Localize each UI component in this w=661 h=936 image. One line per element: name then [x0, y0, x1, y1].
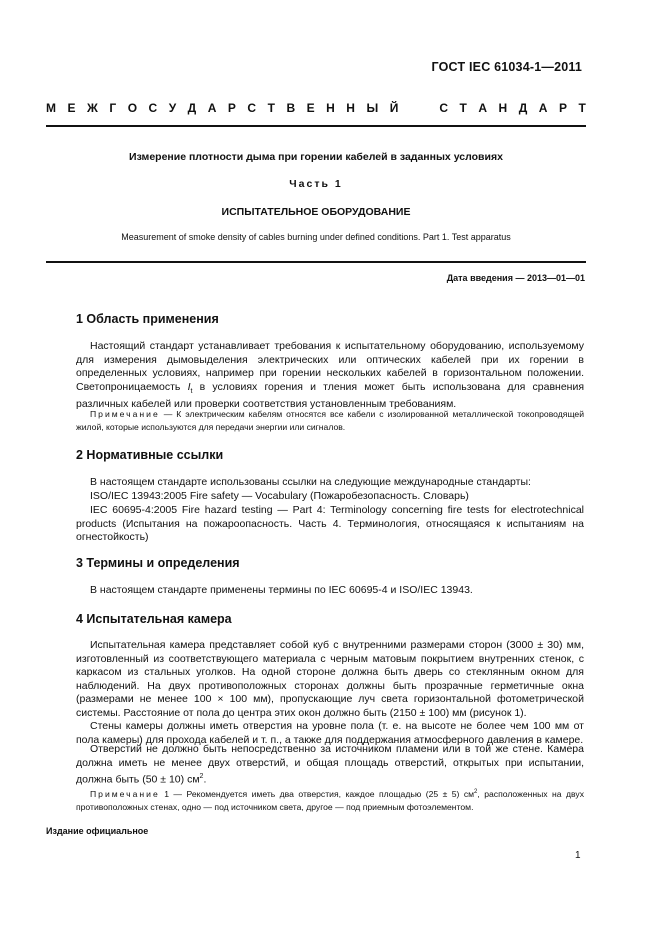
banner-letter: Е [67, 101, 76, 115]
banner-letter: У [168, 101, 177, 115]
banner-letter: Н [498, 101, 508, 115]
banner-letter: С [247, 101, 257, 115]
section-4-paragraph-1: Испытательная камера представляет собой куб с внутренними размерами сторон (3000 ± 30) мм, изготовленный из соответствующего материала с черным матовым покрытием внутренних стенок, с каркасом из стальных уголков. На одной стороне должна быть дверь со стеклянным окном для наблюдений. На двух противоположных сторонах должны быть прозрачные герметичные окна (размерами не менее 100 × 100 мм), пропускающие луч света горизонтальной фотометрической системы. Расстояние от пола до центра этих окон должно быть (2150 ± 100) мм (рисунок 1). [76, 639, 584, 719]
section-2-paragraph-1: В настоящем стандарте использованы ссылки на следующие международные стандарты: [90, 476, 531, 488]
section-1-heading: 1 Область применения [76, 312, 219, 326]
section-4-paragraph-3: Отверстий не должно быть непосредственно за источником пламени или в той же стене. Камера должна иметь не менее двух отверстий, и общая площадь отверстий, открытых при испытании, должна быть (50 ± 10) $см^2$. [76, 743, 584, 786]
banner-letter: А [538, 101, 548, 115]
part-label: Часть 1 [289, 178, 343, 190]
top-rule [46, 125, 586, 127]
section-2-reference-iso-13943: ISO/IEC 13943:2005 Fire safety — Vocabulary (Пожаробезопасность. Словарь) [90, 490, 469, 502]
section-3-heading: 3 Термины и определения [76, 556, 240, 570]
banner-letter: Т [267, 101, 275, 115]
banner-letter: А [207, 101, 217, 115]
banner-letter: Ж [87, 101, 98, 115]
banner-letter: Г [109, 101, 117, 115]
banner-letter: А [478, 101, 488, 115]
banner-letter: Р [227, 101, 236, 115]
banner-letter: Н [346, 101, 355, 115]
banner-letter: Д [518, 101, 528, 115]
banner-letter: Н [326, 101, 335, 115]
document-number: ГОСТ IEC 61034-1—2011 [431, 60, 582, 74]
banner-letter: Р [558, 101, 567, 115]
title-rule [46, 261, 586, 263]
section-2-heading: 2 Нормативные ссылки [76, 448, 224, 462]
section-1-paragraph: Настоящий стандарт устанавливает требования к испытательному оборудованию, используемому для измерения дымовыделения электрических или оптических кабелей при их горении в определенных условиях, например при горении нескольких кабелей в горизонтальном положении. Светопроницаемость $I_t$ в условиях горения и тления может быть использована для сравнения различных кабелей или проверки соответствия установленным требованиям. [76, 340, 585, 411]
banner-letter: Д [187, 101, 197, 115]
banner-letter: С [148, 101, 158, 115]
english-title: Measurement of smoke density of cables burning under defined conditions. Part 1. Test apparatus [121, 232, 511, 242]
banner-letter: Ы [366, 101, 379, 115]
section-4-paragraph-2: Стены камеры должны иметь отверстия на уровне пола (т. е. на высоте не более чем 100 мм от пола камеры) для прохода кабелей и т. п., а также для поддержания атмосферного давления в камере. [76, 720, 584, 746]
banner-letter: Е [306, 101, 315, 115]
section-4-heading: 4 Испытательная камера [76, 612, 232, 626]
banner-letter: Т [578, 101, 586, 115]
section-2-reference-iec-60695-4: IEC 60695-4:2005 Fire hazard testing — Part 4: Terminology concerning fire tests for electrotechnical products (Испытания на пожароопасность. Часть 4. Терминология, относящаяся к испытаниям на огнестойкость) [76, 504, 584, 544]
section-4-note-1: Примечание 1 — Рекомендуется иметь два отверстия, каждое площадью (25 ± 5) $см^2$, расположенных на двух противоположных стенах, одно — под источником света, другое — под приемным фотоэлементом. [76, 788, 585, 812]
banner-letter: С [439, 101, 449, 115]
standard-title: Измерение плотности дыма при горении кабелей в заданных условиях [129, 151, 503, 163]
interstate-standard-banner [46, 101, 586, 115]
banner-letter: Й [389, 101, 399, 115]
page-number: 1 [575, 850, 581, 861]
banner-letter: В [286, 101, 296, 115]
banner-word-gap [410, 101, 428, 115]
banner-letter: Т [459, 101, 467, 115]
banner-letter: О [127, 101, 138, 115]
banner-letter: М [46, 101, 56, 115]
standard-subtitle: ИСПЫТАТЕЛЬНОЕ ОБОРУДОВАНИЕ [221, 206, 411, 218]
section-3-paragraph: В настоящем стандарте применены термины по IEC 60695-4 и ISO/IEC 13943. [90, 584, 473, 596]
section-1-note: Примечание — К электрическим кабелям относятся все кабели с изолированной металлической токопроводящей жилой, которые используются для передачи энергии или сигналов. [76, 409, 584, 432]
introduction-date: Дата введения — 2013—01—01 [446, 273, 585, 283]
official-edition-label: Издание официальное [46, 826, 149, 836]
